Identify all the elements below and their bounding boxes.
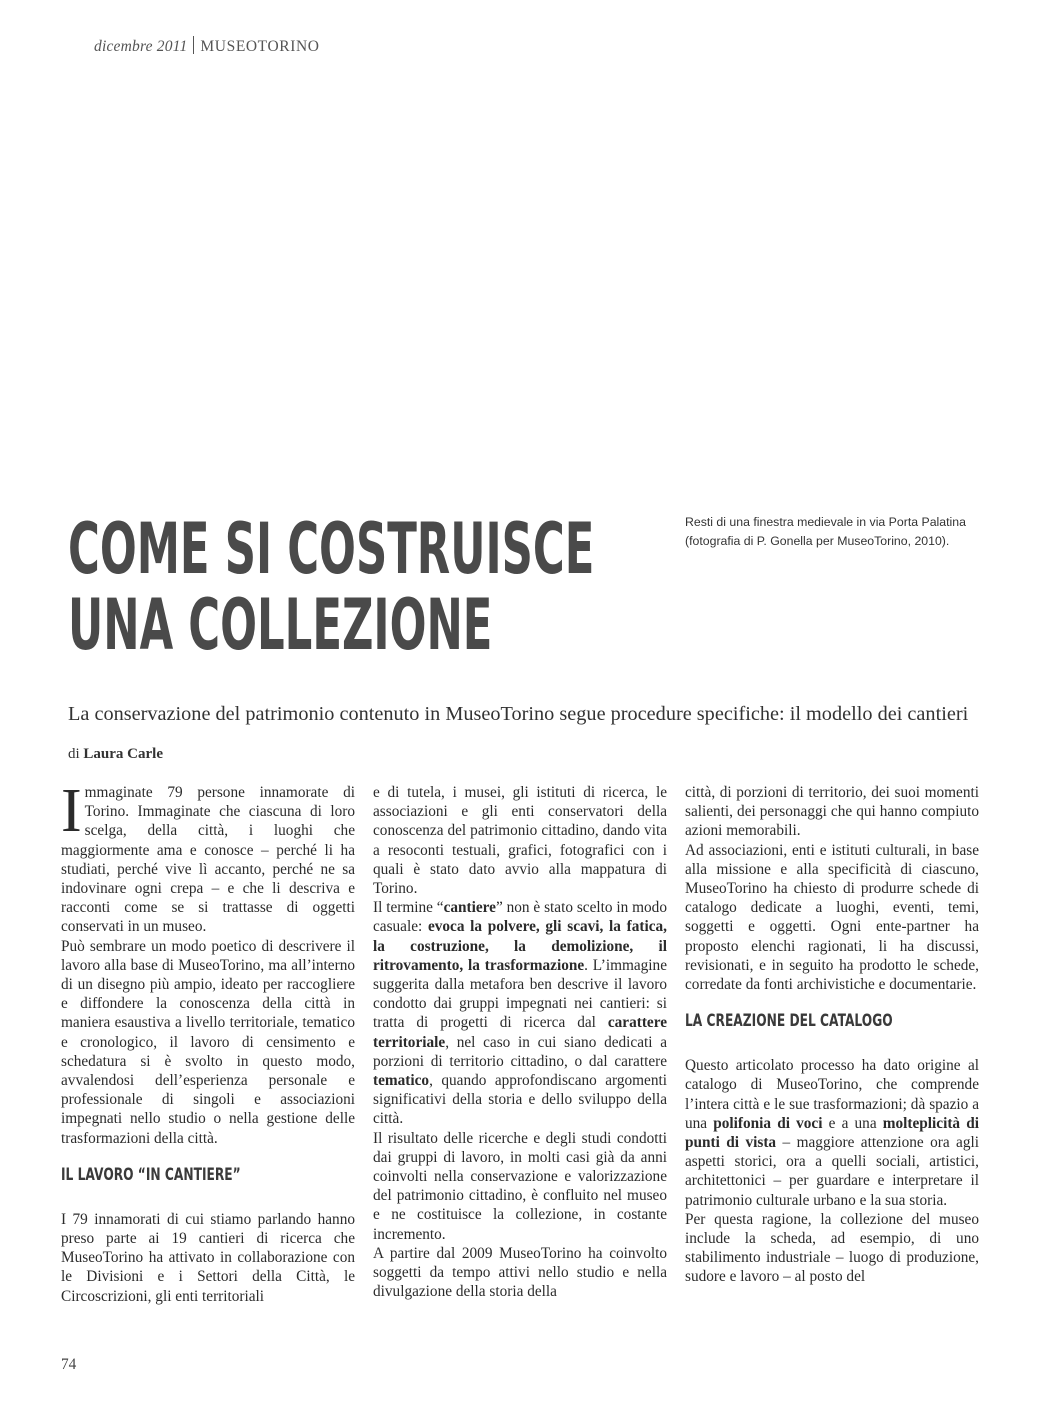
paragraph (373, 898, 667, 1128)
section-heading: IL LAVORO “IN CANTIERE” (61, 1164, 241, 1185)
byline (68, 746, 163, 763)
text-column-3 (685, 783, 979, 1287)
drop-cap: I (61, 777, 82, 845)
bold-text: polifonia di voci (713, 1114, 823, 1132)
text-column-1 (61, 777, 355, 1306)
bold-text: molteplicità di punti di vista (685, 1114, 979, 1152)
text-run: Questo articolato processo ha dato origine al catalogo di MuseoTorino, che comprende l’intera città e le sue trasformazioni; dà spazio a una (685, 1057, 979, 1132)
text-run: – maggiore attenzione ora agli aspetti storici, ora a quelli sociali, artistici, architettonici – per guardare e interpretare il patrimonio culturale urbano e la sua storia. (685, 1134, 979, 1209)
paragraph: I 79 innamorati di cui stiamo parlando hanno preso parte ai 19 cantieri di ricerca che MuseoTorino ha attivato in collaborazione con le Divisioni e i Settori della Città, le Circoscrizioni, gli enti territoriali (61, 1210, 355, 1305)
text-column-2 (373, 783, 667, 1301)
author-name: Laura Carle (83, 746, 163, 762)
title-line-2: UNA COLLEZIONE (68, 584, 493, 666)
text-run: , nel caso in cui siano dedicati a porzioni di territorio cittadino, o dal carattere (373, 1033, 667, 1070)
paragraph-text: mmaginate 79 persone innamorate di Torino. Immaginate che ciascuna di loro scelga, della città, i luoghi che maggiormente ama e conosce – perché li ha studiati, perché vive lì accanto, perché ne sa indovinare ogni crepa – e che li descriva e racconti come se si trattasse di oggetti conservati in un museo. (61, 784, 355, 936)
bold-text: carattere territoriale (373, 1014, 667, 1051)
bold-text: tematico (373, 1072, 430, 1090)
text-run: , quando approfondiscano argomenti significativi della storia e dello sviluppo della città. (373, 1072, 667, 1128)
bold-text: evoca la polvere, gli scavi, la fatica, la costruzione, la demolizione, il ritrovamento, la trasformazione (373, 918, 667, 974)
article-subtitle: La conservazione del patrimonio contenuto in MuseoTorino segue procedure specifiche: il modello dei cantieri (68, 703, 969, 725)
photo-caption: Resti di una finestra medievale in via Porta Palatina (fotografia di P. Gonella per MuseoTorino, 2010). (685, 515, 966, 548)
paragraph: Per questa ragione, la collezione del museo include la scheda, ad esempio, di uno stabilimento industriale – luogo di produzione, sudore e lavoro – al posto del (685, 1210, 979, 1286)
magazine-name: MUSEOTORINO (200, 38, 320, 55)
running-head (94, 36, 320, 56)
header-separator (193, 36, 194, 54)
paragraph: Può sembrare un modo poetico di descrivere il lavoro alla base di MuseoTorino, ma all’interno di un disegno più ampio, ideato per raccogliere e diffondere la conoscenza della città in maniera esaustiva a livello territoriale, tematico e cronologico, il lavoro di censimento e schedatura si è svolto in questo modo, avvalendosi dell’esperienza personale e professionale di singoli e associazioni impegnati nello studio o nella gestione delle trasformazioni della città. (61, 937, 355, 1147)
paragraph: A partire dal 2009 MuseoTorino ha coinvolto soggetti da tempo attivi nello studio e nella divulgazione della storia della (373, 1244, 667, 1301)
text-run: Il termine “ (373, 899, 444, 917)
paragraph: e di tutela, i musei, gli istituti di ricerca, le associazioni e gli enti conservatori della conoscenza del patrimonio cittadino, dando vita a resoconti testuali, grafici, fotografici con i quali è stato dato avvio alla mappatura di Torino. (373, 784, 667, 898)
section-heading: LA CREAZIONE DEL CATALOGO (685, 1011, 893, 1032)
paragraph: Ad associazioni, enti e istituti culturali, in base alla missione e alla specificità di ciascuno, MuseoTorino ha chiesto di produrre schede di catalogo dedicate a luoghi, eventi, temi, soggetti e oggetti. Ogni ente-partner ha proposto elenchi ragionati, li ha discussi, revisionati, e in seguito ha prodotto le schede, corredate da fonti archivistiche e documentarie. (685, 841, 979, 994)
byline-prefix: di (68, 746, 80, 762)
paragraph (685, 1056, 979, 1210)
title-line-1: COME SI COSTRUISCE (68, 508, 595, 590)
text-run: e a una (822, 1114, 883, 1132)
issue-date: dicembre 2011 (94, 38, 188, 55)
bold-text: cantiere (443, 899, 496, 917)
paragraph (61, 777, 355, 937)
text-run: ” non è stato scelto in modo casuale: (373, 899, 667, 936)
article-title (68, 508, 595, 666)
text-run: . L’immagine suggerita dalla metafora ben descrive il lavoro condotto dai gruppi impegnati nei cantieri: si tratta di progetti di ricerca dal (373, 956, 667, 1032)
page-number: 74 (61, 1356, 77, 1373)
paragraph: città, di porzioni di territorio, dei suoi momenti salienti, dei personaggi che qui hanno compiuto azioni memorabili. (685, 784, 979, 840)
paragraph: Il risultato delle ricerche e degli studi condotti dai gruppi di lavoro, in molti casi già da anni coinvolti nella conservazione e valorizzazione del patrimonio cittadino, è confluito nel museo e ne costituisce la collezione, in costante incremento. (373, 1129, 667, 1243)
